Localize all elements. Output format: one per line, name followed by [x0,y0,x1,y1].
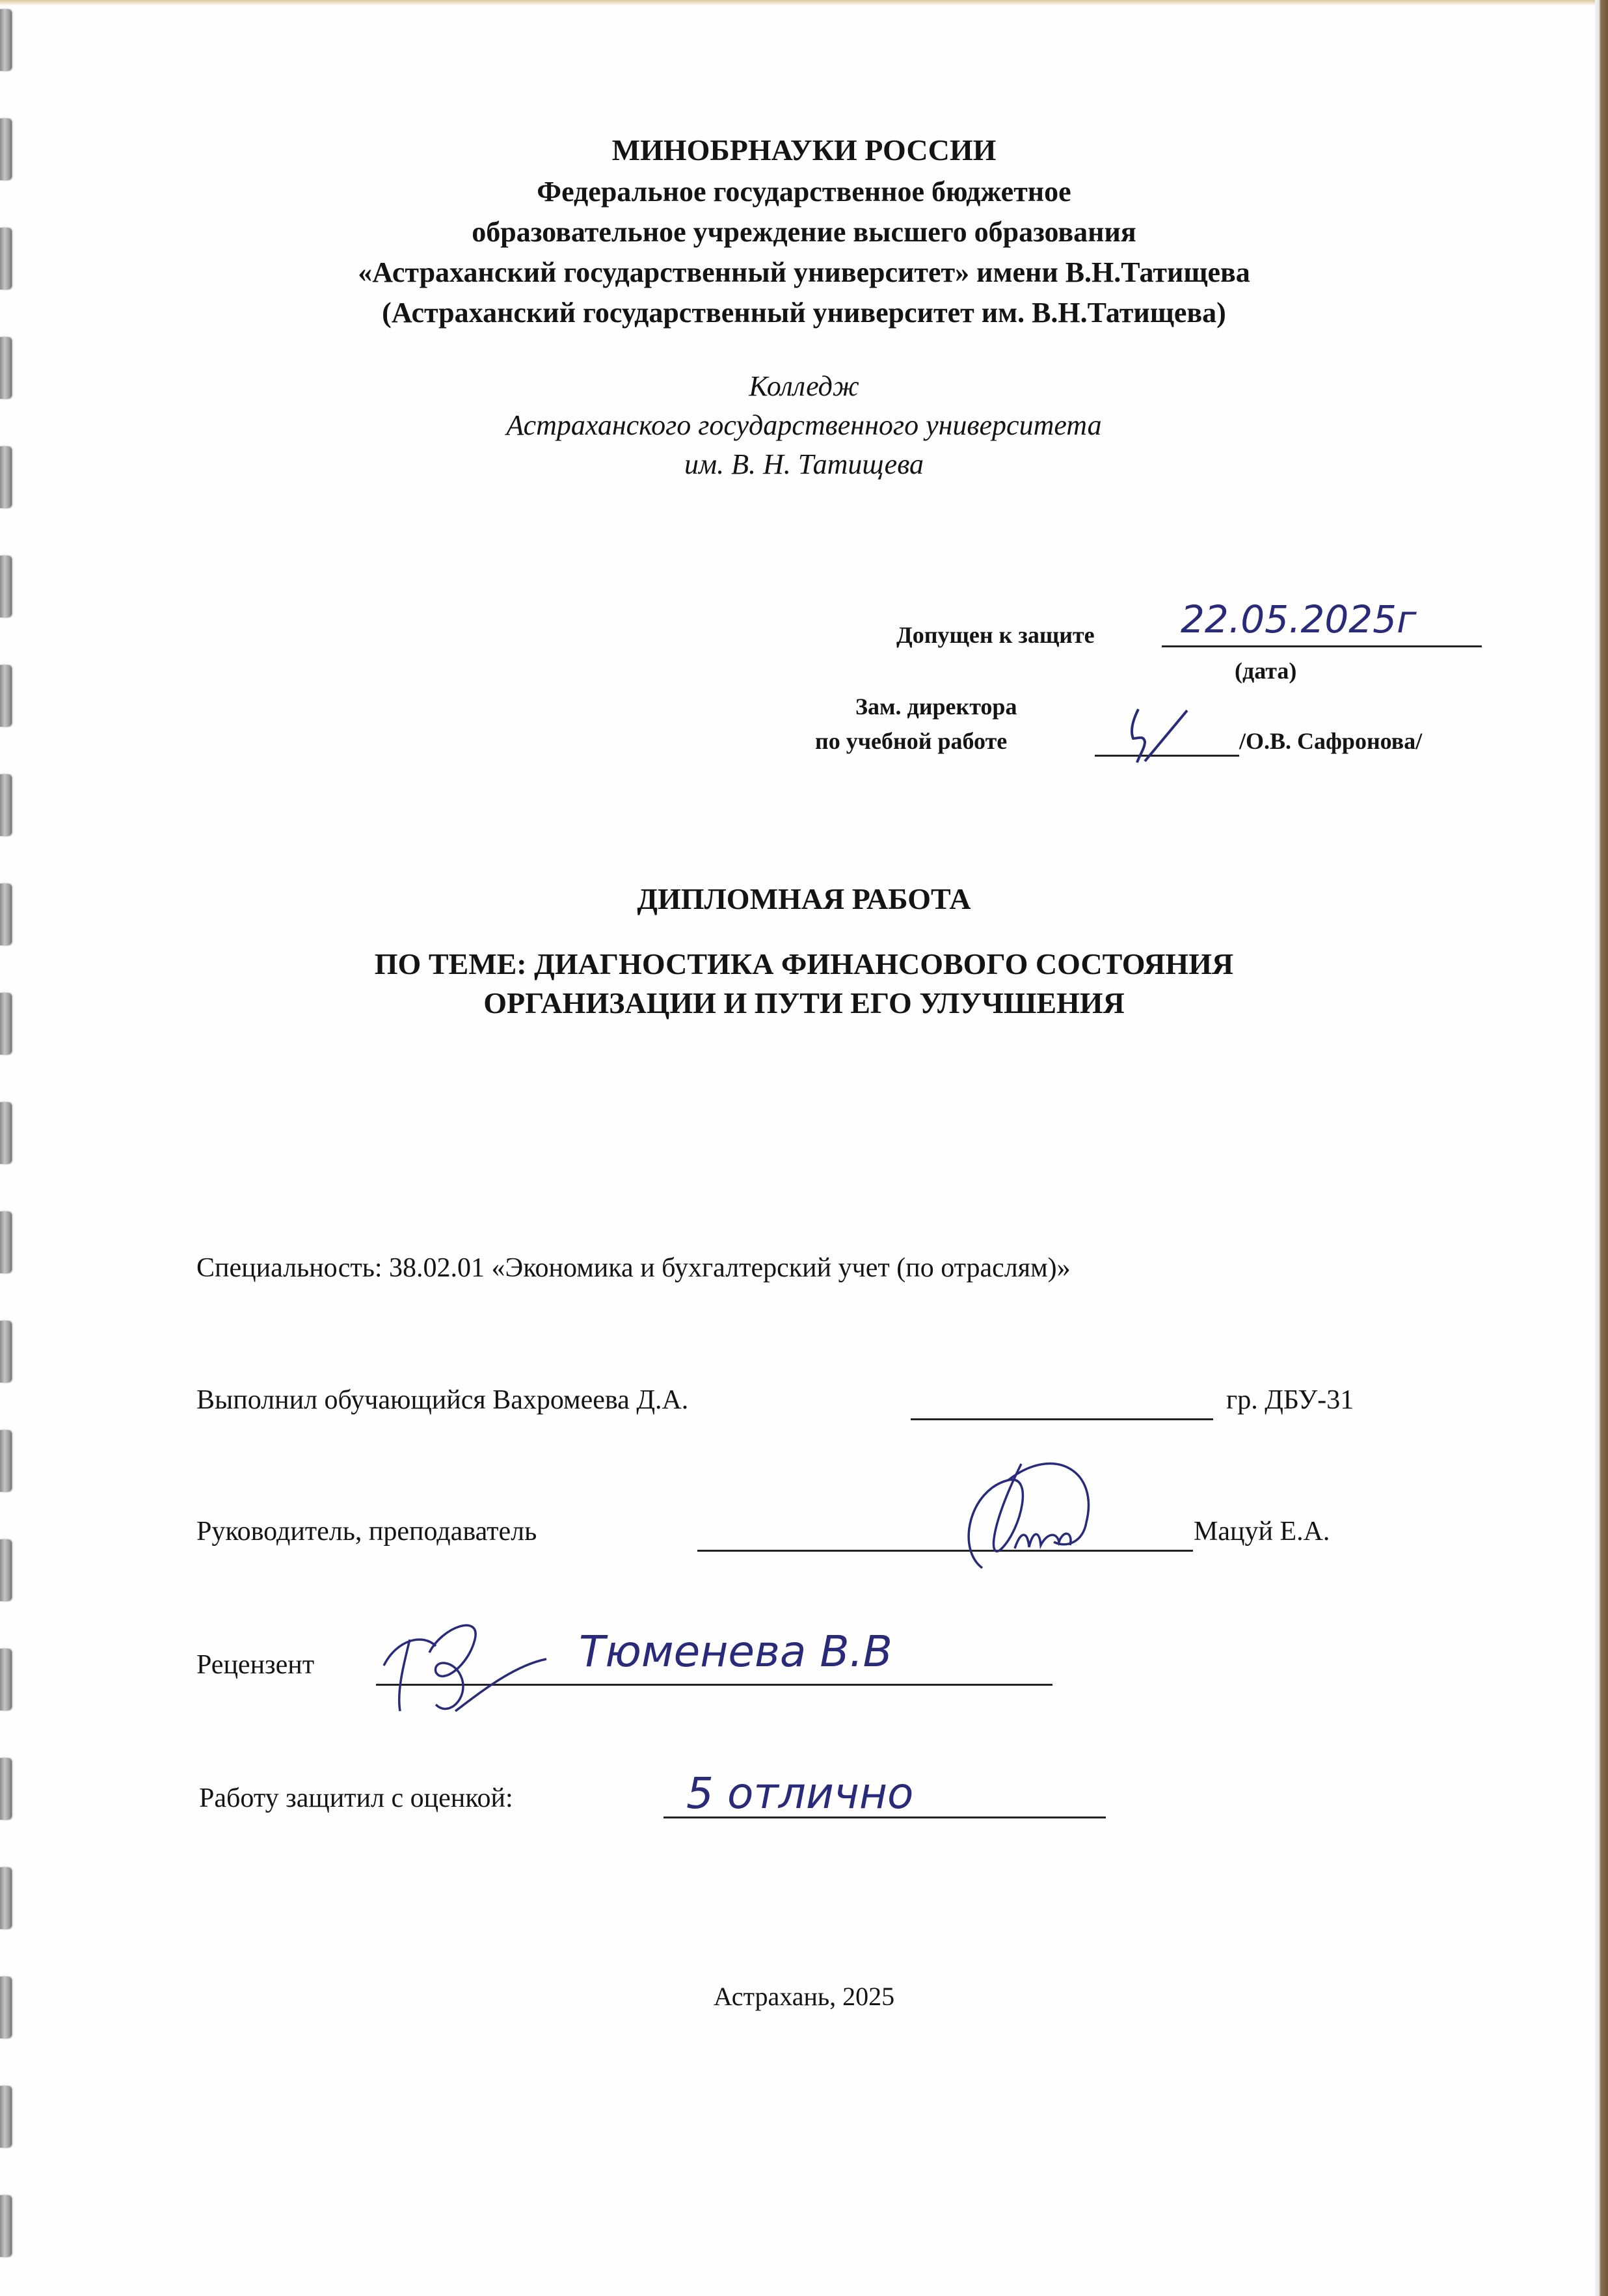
binding-ring [0,1649,12,1710]
student-group: гр. ДБУ-31 [1226,1385,1354,1415]
org-line-2: образовательное учреждение высшего образования [472,216,1136,248]
binding-ring [0,1211,12,1273]
college-line-1: Колледж [749,370,859,402]
grade-handwritten: 5 отлично [686,1768,914,1818]
page-right-edge [1595,0,1608,2296]
supervisor-signature-icon [943,1451,1138,1574]
date-caption: (дата) [1235,658,1297,684]
admitted-label: Допущен к защите [896,622,1095,648]
reviewer-signature-icon [371,1614,553,1718]
binding-ring [0,2086,12,2148]
thesis-topic-line-2: ОРГАНИЗАЦИИ И ПУТИ ЕГО УЛУЧШЕНИЯ [483,986,1125,1020]
deputy-line-2: по учебной работе [815,728,1008,754]
supervisor-name: Мацуй Е.А. [1194,1517,1330,1546]
grade-label: Работу защитил с оценкой: [199,1783,513,1813]
deputy-line-1: Зам. директора [855,694,1017,720]
college-line-2: Астраханского государственного университета [506,409,1102,441]
deputy-signature-icon [1119,703,1197,768]
org-line-4: (Астраханский государственный университет им. В.Н.Татищева) [382,297,1226,329]
binding-ring [0,2195,12,2257]
binding-ring [0,1321,12,1383]
binding-ring [0,665,12,727]
student-label: Выполнил обучающийся Вахромеева Д.А. [196,1385,689,1415]
admitted-date-line [1162,645,1482,647]
org-line-3: «Астраханский государственный университет» имени В.Н.Татищева [358,256,1250,288]
specialty: Специальность: 38.02.01 «Экономика и бухгалтерский учет (по отраслям)» [196,1253,1071,1283]
deputy-name: /О.В. Сафронова/ [1239,728,1423,754]
binding-ring [0,1430,12,1492]
student-signature-line [911,1418,1213,1420]
college-line-3: им. В. Н. Татищева [684,448,924,480]
thesis-type: ДИПЛОМНАЯ РАБОТА [637,882,971,915]
org-line-1: Федеральное государственное бюджетное [537,176,1071,208]
binding-ring [0,774,12,836]
binding-ring [0,1539,12,1601]
binding-ring [0,9,12,71]
thesis-topic-line-1: ПО ТЕМЕ: ДИАГНОСТИКА ФИНАНСОВОГО СОСТОЯНИЯ [374,947,1234,980]
binding-ring [0,1867,12,1929]
admitted-date-handwritten: 22.05.2025г [1181,597,1417,642]
binding-ring [0,1758,12,1820]
reviewer-name-handwritten: Тюменева В.В [579,1627,892,1677]
reviewer-label: Рецензент [196,1650,315,1680]
city-year: Астрахань, 2025 [713,1982,895,2011]
binding-ring [0,556,12,617]
supervisor-label: Руководитель, преподаватель [196,1517,537,1546]
binding-ring [0,1102,12,1164]
ministry-title: МИНОБРНАУКИ РОССИИ [611,133,997,167]
page-top-edge [0,0,1608,5]
